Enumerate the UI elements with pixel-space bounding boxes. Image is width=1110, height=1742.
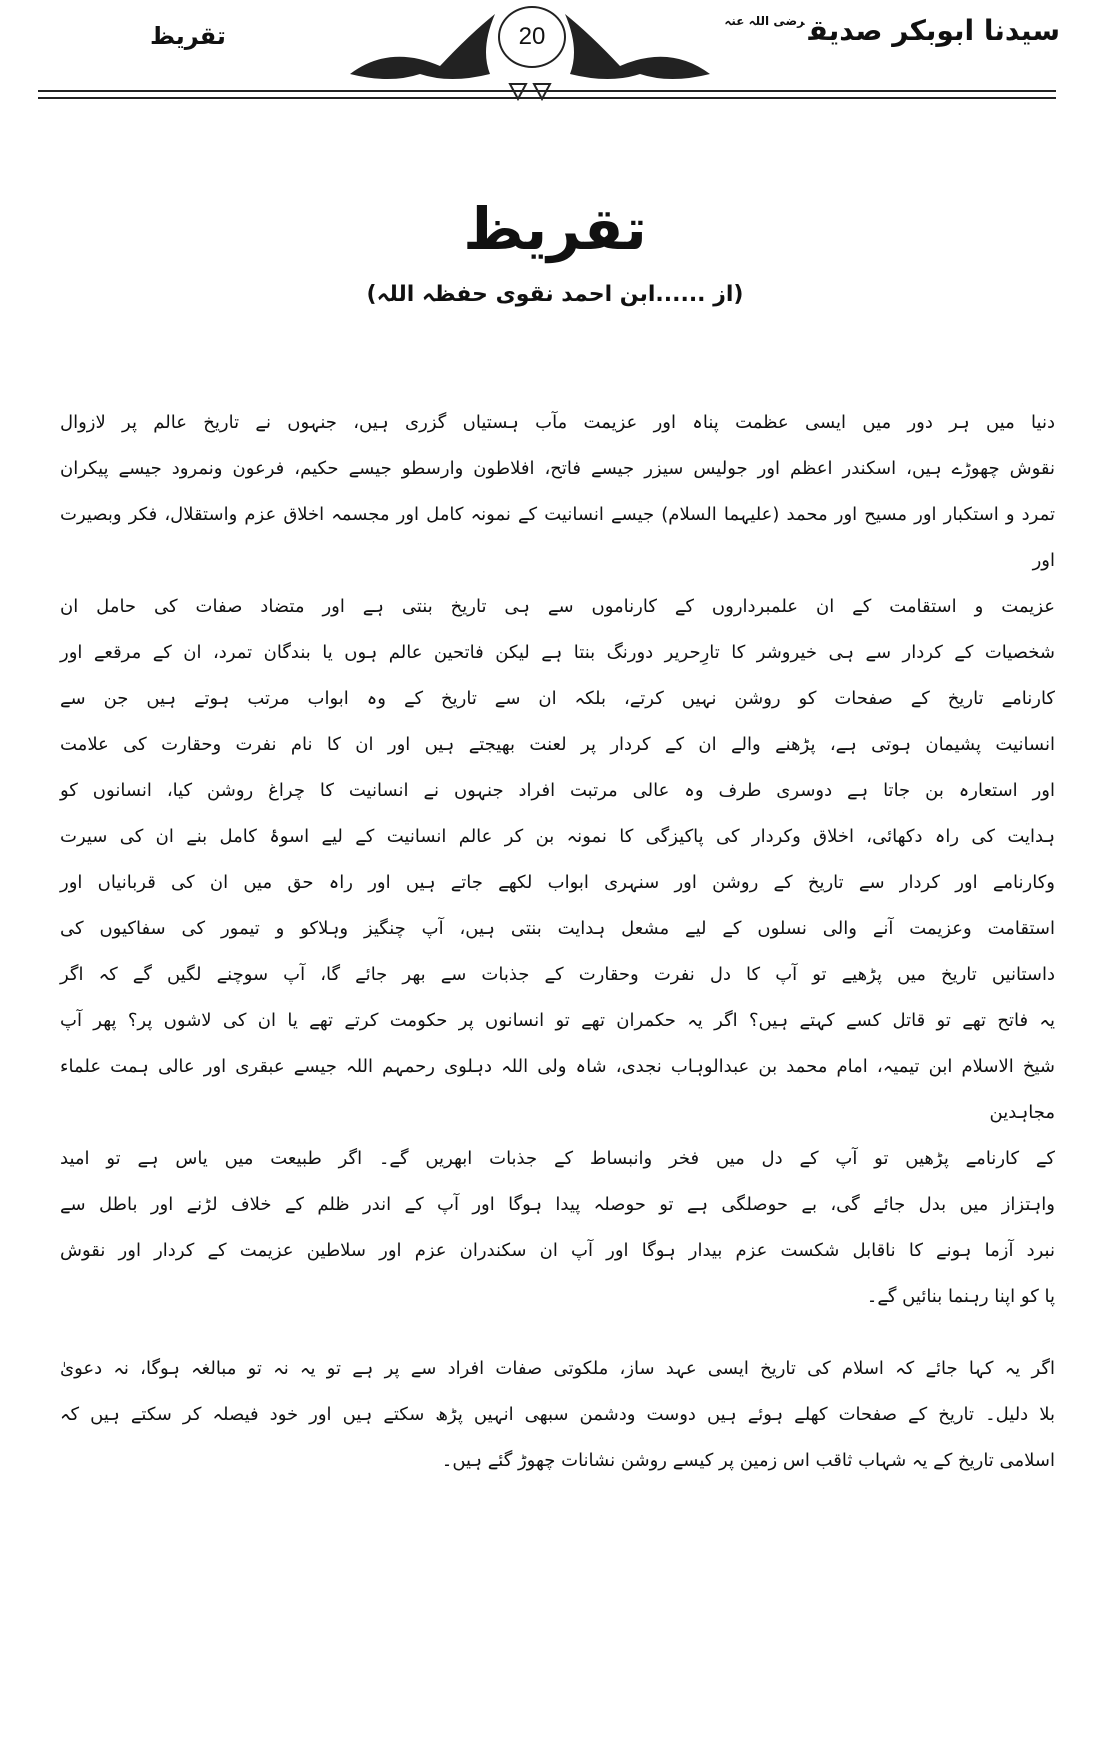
page-number: 20 xyxy=(498,6,566,68)
text-line: عزیمت و استقامت کے ان علمبرداروں کے کارناموں سے ہی تاریخ بنتی ہے اور متضاد صفات کی حامل ان xyxy=(60,596,1055,617)
text-line: کارنامے تاریخ کے صفحات کو روشن نہیں کرتے، بلکہ ان سے تاریخ کے وہ ابواب مرتب ہوتے ہیں جن سے xyxy=(60,688,1055,709)
header-rule xyxy=(38,90,1056,92)
author-line: (از ......ابن احمد نقوی حفظہ اللہ) xyxy=(366,282,744,307)
text-line: بلا دلیل۔ تاریخ کے صفحات کھلے ہوئے ہیں دوست ودشمن سبھی انہیں پڑھ سکتے ہیں اور خود فیصلہ کر سکتے ہیں کہ xyxy=(60,1404,1055,1425)
paragraph xyxy=(60,400,1055,1320)
text-line: نبرد آزما ہونے کا ناقابل شکست عزم بیدار ہوگا اور آپ ان سکندران عزم اور سلاطین عزیمت کے کردار اور نقوش xyxy=(60,1240,1055,1261)
text-line: استقامت وعزیمت آنے والی نسلوں کے لیے مشعل ہدایت بنتی ہیں، آپ چنگیز وہلاکو و تیمور کی سفاکیوں کی xyxy=(60,918,1055,939)
book-title-text: سیدنا ابوبکر صدیق xyxy=(808,14,1060,47)
text-line: یہ فاتح تھے تو قاتل کسے کہتے ہیں؟ اگر یہ حکمران تھے تو انسانوں پر حکومت کرتے تھے یا ان کی لاشوں پر؟ پھر آپ xyxy=(60,1010,1055,1031)
text-line: اسلامی تاریخ کے یہ شہاب ثاقب اس زمین پر کیسے روشن نشانات چھوڑ گئے ہیں۔ xyxy=(441,1450,1055,1471)
header-rule xyxy=(38,97,1056,99)
text-line: اگر یہ کہا جائے کہ اسلام کی تاریخ ایسی عہد ساز، ملکوتی صفات افراد سے پر ہے تو یہ نہ تو مبالغہ ہوگا، نہ دعویٰ xyxy=(60,1358,1055,1379)
chapter-title: تقریظ xyxy=(463,195,647,263)
section-title: تقریظ xyxy=(150,22,226,50)
text-line: شیخ الاسلام ابن تیمیہ، امام محمد بن عبدالوہاب نجدی، شاہ ولی اللہ دہلوی رحمہم اللہ جیسے عبقری اور عالی ہمت علماء مجاہدین xyxy=(60,1056,1055,1123)
body-text xyxy=(60,400,1055,1484)
text-line: پا کو اپنا رہنما بنائیں گے۔ xyxy=(866,1286,1055,1307)
text-line: دنیا میں ہر دور میں ایسی عظمت پناہ اور عزیمت مآب ہستیاں گزری ہیں، جنہوں نے تاریخ عالم پر لازوال xyxy=(60,412,1055,433)
text-line: نقوش چھوڑے ہیں، اسکندر اعظم اور جولیس سیزر جیسے فاتح، افلاطون وارسطو جیسے حکیم، فرعون ونمرود جیسے پیکران xyxy=(60,458,1055,479)
text-line: داستانیں تاریخ میں پڑھیے تو آپ کا دل نفرت وحقارت کے جذبات سے بھر جائے گا، آپ سوچنے لگیں گے کہ اگر xyxy=(60,964,1055,985)
text-line: واہتزاز میں بدل جائے گی، بے حوصلگی ہے تو حوصلہ پیدا ہوگا اور آپ کے اندر ظلم کے خلاف لڑنے اور باطل سے xyxy=(60,1194,1055,1215)
text-line: تمرد و استکبار اور مسیح اور محمد (علیہما السلام) جیسے انسانیت کے نمونہ کامل اور مجسمہ اخلاق عزم واستقلال، فکر وبصیرت اور xyxy=(60,504,1055,571)
text-line: شخصیات کے کردار سے ہی خیروشر کا تارِحریر دورنگ بنتا ہے لیکن فاتحین عالم ہوں یا بندگان تمرد، ان کے مرقعے اور xyxy=(60,642,1055,663)
text-line: کے کارنامے پڑھیں تو آپ کے دل میں فخر وانبساط کے جذبات ابھریں گے۔ اگر طبیعت میں یاس ہے تو امید xyxy=(60,1148,1055,1169)
book-title xyxy=(724,14,1060,47)
text-line: ہدایت کی راہ دکھائی، اخلاق وکردار کی پاکیزگی کا نمونہ بن کر عالم انسانیت کے لیے اسوۂ کامل بنے ان کی سیرت xyxy=(60,826,1055,847)
text-line: وکارنامے اور کردار سے تاریخ کے روشن اور سنہری ابواب لکھے جاتے ہیں اور راہ حق میں ان کی قربانیاں اور xyxy=(60,872,1055,893)
honorific: رضی اللہ عنہ xyxy=(724,14,805,28)
text-line: انسانیت پشیمان ہوتی ہے، پڑھنے والے ان کے کردار پر لعنت بھیجتے ہیں اور ان کا نام نفرت وحقارت کی علامت xyxy=(60,734,1056,755)
text-line: اور استعارہ بن جاتا ہے دوسری طرف وہ عالی مرتبت افراد جنہوں نے انسانیت کا چراغ روشن کیا، انسانوں کو xyxy=(60,780,1055,801)
paragraph xyxy=(60,1346,1055,1484)
